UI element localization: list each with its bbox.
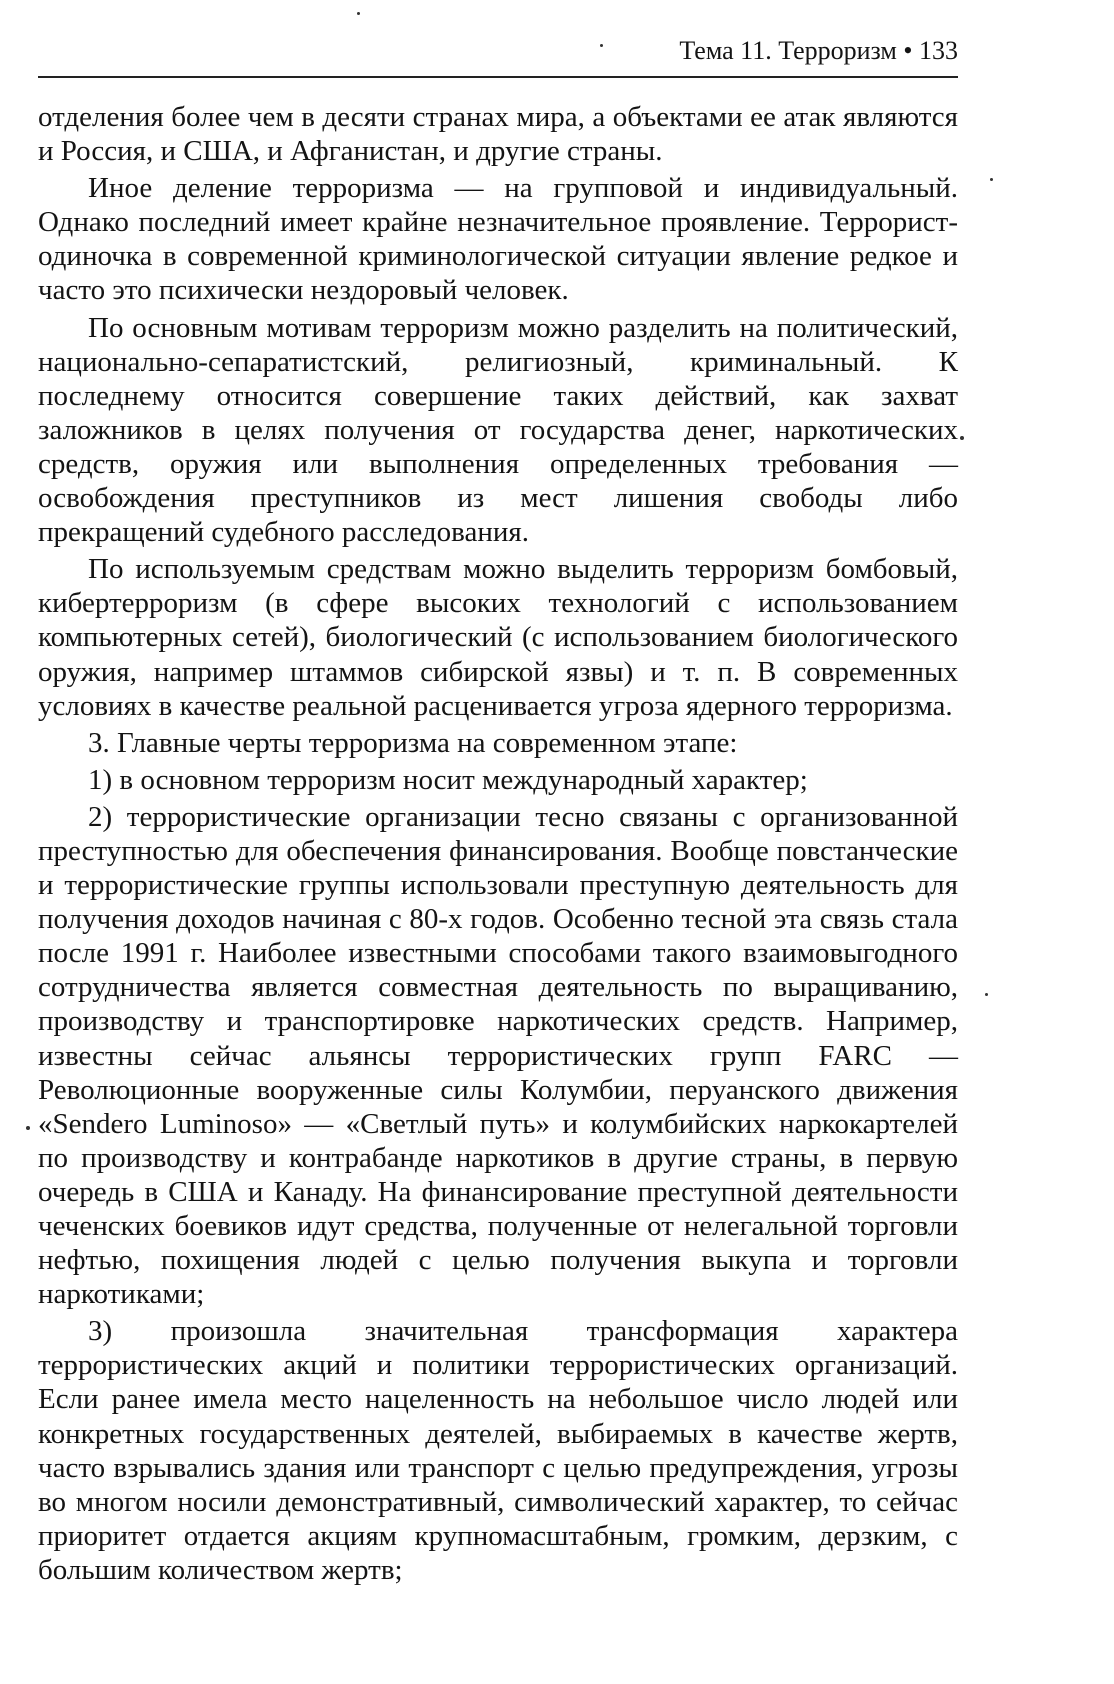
- section-heading-main-features: 3. Главные черты терроризма на современном этапе:: [88, 726, 738, 759]
- paragraph-individual-terrorism: Иное деление терроризма — на групповой и индивидуальный. Однако последний имеет крайне незначительное проявление. Террорист-одиночка в современной криминологической ситуации явление редкое и часто это психически нездоровый человек.: [38, 172, 958, 307]
- paragraph-continuation: отделения более чем в десяти странах мира, а объектами ее атак являются и Россия, и США, и Афганистан, и другие страны.: [38, 101, 958, 168]
- header-rule: [38, 76, 958, 78]
- scan-speck: [600, 44, 603, 47]
- list-item-1: 1) в основном терроризм носит международный характер;: [88, 763, 808, 796]
- running-head: Тема 11. Терроризм • 133: [679, 36, 958, 65]
- page-body: [38, 100, 958, 1590]
- book-page: [38, 0, 958, 1684]
- scan-speck: [357, 12, 360, 15]
- scan-speck: [26, 1126, 30, 1130]
- paragraph-motives: По основным мотивам терроризм можно разделить на политический, национально-сепаратистский, религиозный, криминальный. К последнему относится совершение таких действий, как захват заложников в целях получения от государства денег, наркотических средств, оружия или выполнения определенных требования — освобождения преступников из мест лишения свободы либо прекращений судебного расследования.: [38, 311, 958, 549]
- paragraph-means: По используемым средствам можно выделить терроризм бомбовый, кибертерроризм (в сфере высоких технологий с использованием компьютерных сетей), биологический (с использованием биологического оружия, например штаммов сибирской язвы) и т. п. В современных условиях в качестве реальной расценивается угроза ядерного терроризма.: [38, 553, 958, 722]
- scan-speck: [960, 436, 964, 440]
- scan-speck: [985, 993, 988, 996]
- list-item-3: 3) произошла значительная трансформация характера террористических акций и политики террористических организаций. Если ранее имела место нацеленность на небольшое число людей или конкретных государственных деятелей, выбираемых в качестве жертв, часто взрывались здания или транспорт с целью предупреждения, угрозы во многом носили демонстративный, символический характер, то сейчас приоритет отдается акциям крупномасштабным, громким, дерзким, с большим количеством жертв;: [38, 1315, 958, 1586]
- list-item-2: 2) террористические организации тесно связаны с организованной преступностью для обеспечения финансирования. Вообще повстанческие и террористические группы использовали преступную деятельность для получения доходов начиная с 80-х годов. Особенно тесной эта связь стала после 1991 г. Наиболее известными способами такого взаимовыгодного сотрудничества является совместная деятельность по выращиванию, производству и транспортировке наркотических средств. Например, известны сейчас альянсы террористических групп FARC — Революционные вооруженные силы Колумбии, перуанского движения «Sendero Luminoso» — «Светлый путь» и колумбийских наркокартелей по производству и контрабанде наркотиков в другие страны, в первую очередь в США и Канаду. На финансирование преступной деятельности чеченских боевиков идут средства, полученные от нелегальной торговли нефтью, похищения людей с целью получения выкупа и торговли наркотиками;: [38, 800, 958, 1311]
- scan-speck: [990, 178, 993, 181]
